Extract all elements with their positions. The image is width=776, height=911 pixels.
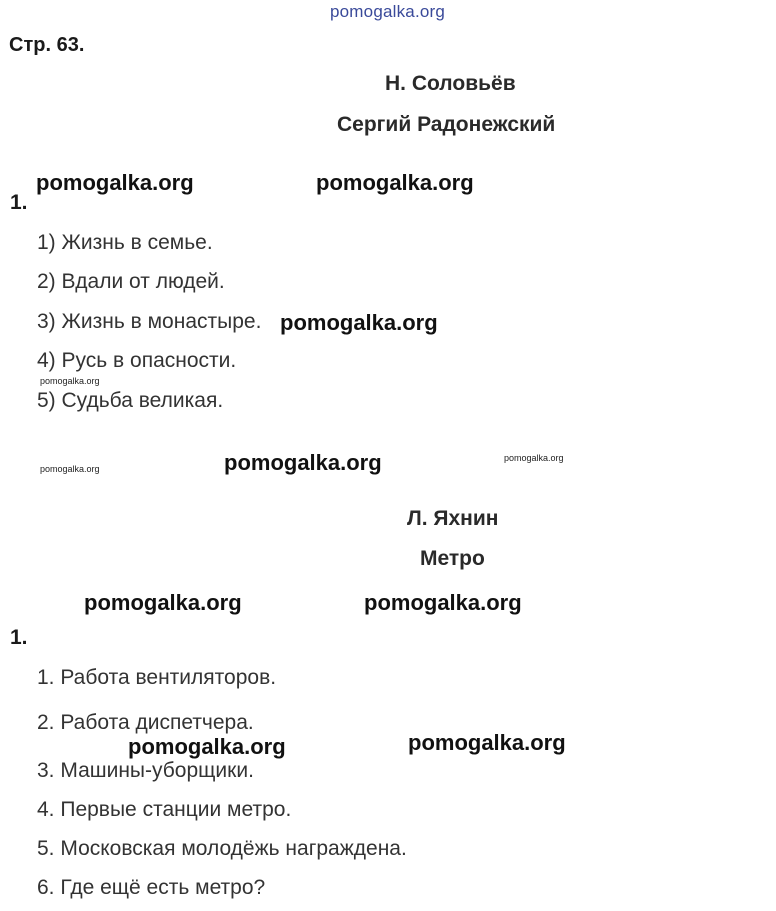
section2-list-item: 4. Первые станции метро. [37,798,292,821]
watermark: pomogalka.org [364,590,522,615]
page-reference: Стр. 63. [9,34,85,56]
watermark: pomogalka.org [224,450,382,475]
section2-list-item: 5. Московская молодёжь награждена. [37,837,407,860]
watermark: pomogalka.org [504,453,564,463]
watermark: pomogalka.org [36,170,194,195]
section1-author: Н. Соловьёв [385,72,516,95]
section2-list-item: 3. Машины-уборщики. [37,759,254,782]
section2-author: Л. Яхнин [407,507,499,530]
section2-task-number: 1. [10,626,28,649]
section1-list-item: 5) Судьба великая. [37,389,224,412]
section2-list-item: 2. Работа диспетчера. [37,711,254,734]
section1-list-item: 4) Русь в опасности. [37,349,237,372]
section1-list-item: 1) Жизнь в семье. [37,231,213,254]
section1-list-item: 2) Вдали от людей. [37,270,225,293]
watermark: pomogalka.org [84,590,242,615]
site-watermark-top: pomogalka.org [330,2,446,21]
section2-list-item: 1. Работа вентиляторов. [37,666,277,689]
section2-title: Метро [420,547,485,570]
section1-list-item: 3) Жизнь в монастыре. [37,310,262,333]
section2-list-item: 6. Где ещё есть метро? [37,876,266,899]
watermark: pomogalka.org [280,310,438,335]
watermark: pomogalka.org [316,170,474,195]
section1-title: Сергий Радонежский [337,113,556,136]
watermark: pomogalka.org [128,734,286,759]
watermark: pomogalka.org [40,464,100,474]
watermark: pomogalka.org [408,730,566,755]
watermark: pomogalka.org [40,376,100,386]
section1-task-number: 1. [10,191,28,214]
